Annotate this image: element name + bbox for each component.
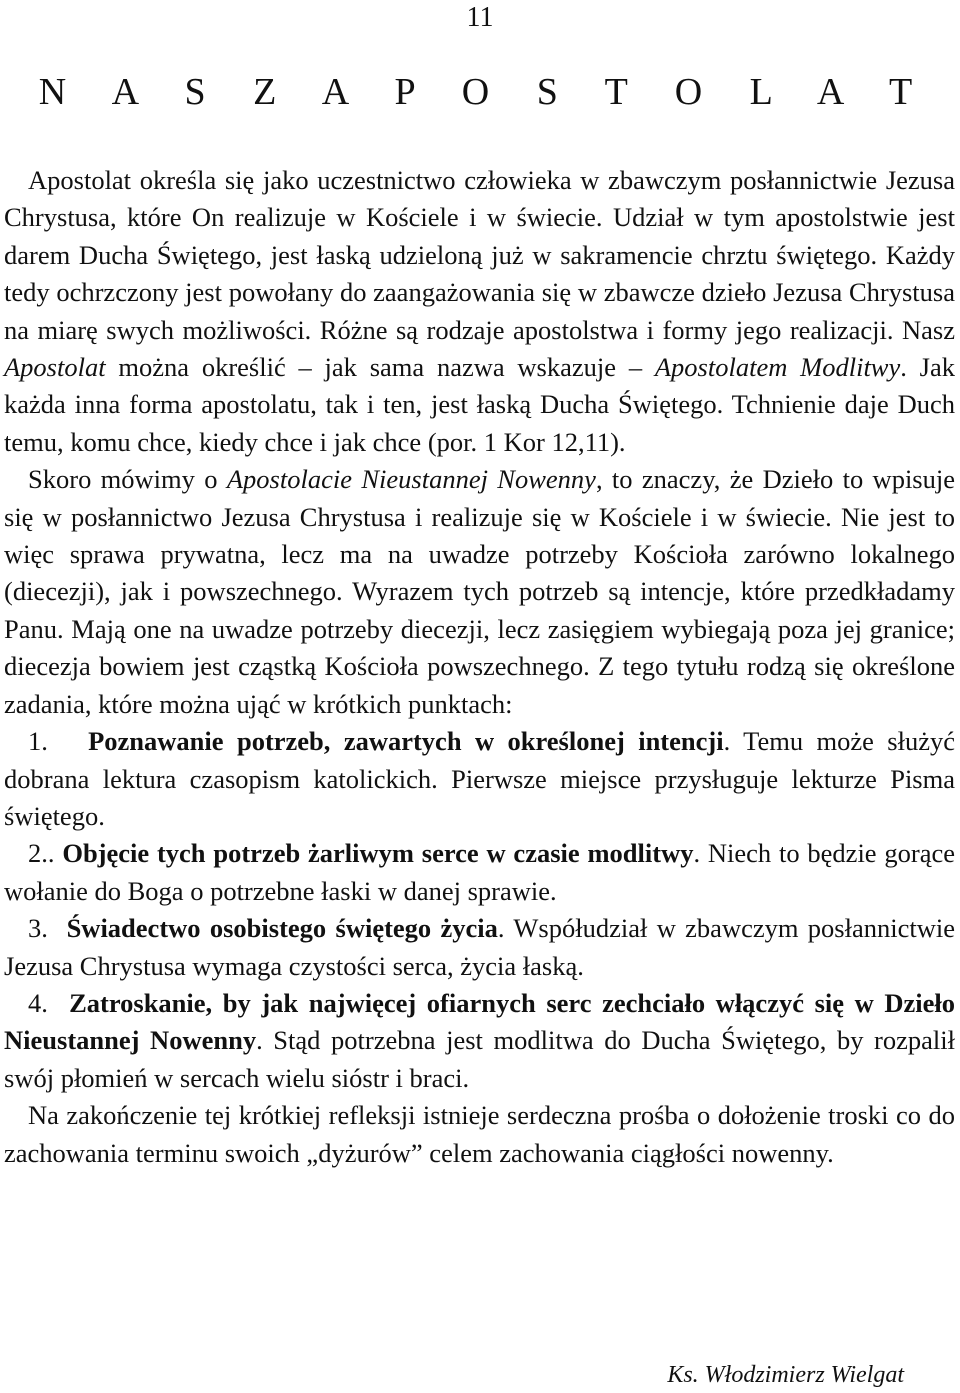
point-heading: Objęcie tych potrzeb żarliwym serce w czasie modlitwy — [62, 838, 694, 869]
paragraph-text: . Jak każda inna forma apostolatu, tak i ten, jest łaską Ducha Świętego. Tchnienie daje Duch temu, komu chce, kiedy chce i jak chce (por. 1 Kor 12,11). — [4, 352, 955, 457]
list-item-point-1 — [4, 723, 955, 835]
page-number: 11 — [466, 2, 494, 33]
paragraph-apostolate — [4, 461, 955, 723]
point-number: 1. — [28, 726, 48, 757]
point-heading: Świadectwo osobistego świętego życia — [66, 913, 498, 944]
article-body — [4, 162, 955, 1172]
point-number: 3. — [28, 913, 48, 944]
point-number: 4. — [28, 987, 48, 1018]
list-item-point-3 — [4, 910, 955, 985]
paragraph-text: Apostolat określa się jako uczestnictwo człowieka w zbawczym posłannictwie Jezusa Chrystusa, które On realizuje w Kościele i w świecie. Udział w tym apostolstwie jest darem Ducha Świętego, jest łaską udzieloną już w sakramencie chrztu świętego. Każdy tedy ochrzczony jest powołany do zaangażowania się w zbawcze dzieło Jezusa Chrystusa na miarę swych możliwości. Różne są rodzaje apostolstwa i formy jego realizacji. Nasz — [4, 165, 955, 345]
point-text: . Stąd potrzebna jest modlitwa do Ducha Świętego, by rozpalił swój płomień w sercach wielu sióstr i braci. — [4, 1025, 955, 1093]
emphasis-apostolatem-modlitwy: Apostolatem Modlitwy — [654, 352, 901, 383]
author-signature: Ks. Włodzimierz Wielgat — [667, 1362, 904, 1388]
point-heading: Zatroskanie, by jak najwięcej ofiarnych serc zechciało włączyć się w Dzieło Nieustannej Nowenny — [4, 987, 955, 1056]
point-text: . Niech to będzie gorące wołanie do Boga o potrzebne łaski w danej sprawie. — [4, 838, 955, 906]
emphasis-apostolacie-nieustannej-nowenny: Apostolacie Nieustannej Nowenny — [226, 464, 596, 495]
point-heading: Poznawanie potrzeb, zawartych w określonej intencji — [88, 726, 724, 757]
point-text: . Temu może służyć dobrana lektura czasopism katolickich. Pierwsze miejsce przysługuje lekturze Pisma świętego. — [4, 726, 955, 831]
paragraph-closing: Na zakończenie tej krótkiej refleksji istnieje serdeczna prośba o dołożenie troski co do zachowania terminu swoich „dyżurów” celem zachowania ciągłości nowenny. — [4, 1100, 955, 1168]
emphasis-apostolat: Apostolat — [4, 352, 106, 383]
paragraph-text: można określić – jak sama nazwa wskazuje – — [105, 352, 655, 383]
paragraph-intro — [4, 162, 955, 461]
list-item-point-4 — [4, 985, 955, 1097]
point-number: 2.. — [28, 838, 55, 869]
page-title: N A S Z A P O S T O L A T — [38, 71, 922, 113]
list-item-point-2 — [4, 835, 955, 910]
paragraph-text: , to znaczy, że Dzieło to wpisuje się w posłannictwo Jezusa Chrystusa i realizuje się w Kościele i w świecie. Nie jest to więc sprawa prywatna, lecz ma na uwadze potrzeby Kościoła zarówno lokalnego (diecezji), jak i powszechnego. Wyrazem tych potrzeb są intencje, które przedkładamy Panu. Mają one na uwadze potrzeby diecezji, lecz zasięgiem wybiegają poza jej granice; diecezja bowiem jest cząstką Kościoła powszechnego. Z tego tytułu rodzą się określone zadania, które można ująć w krótkich punktach: — [4, 464, 955, 719]
paragraph-text: Skoro mówimy o — [28, 464, 227, 495]
point-text: . Współudział w zbawczym posłannictwie Jezusa Chrystusa wymaga czystości serca, życia łaską. — [4, 913, 955, 981]
